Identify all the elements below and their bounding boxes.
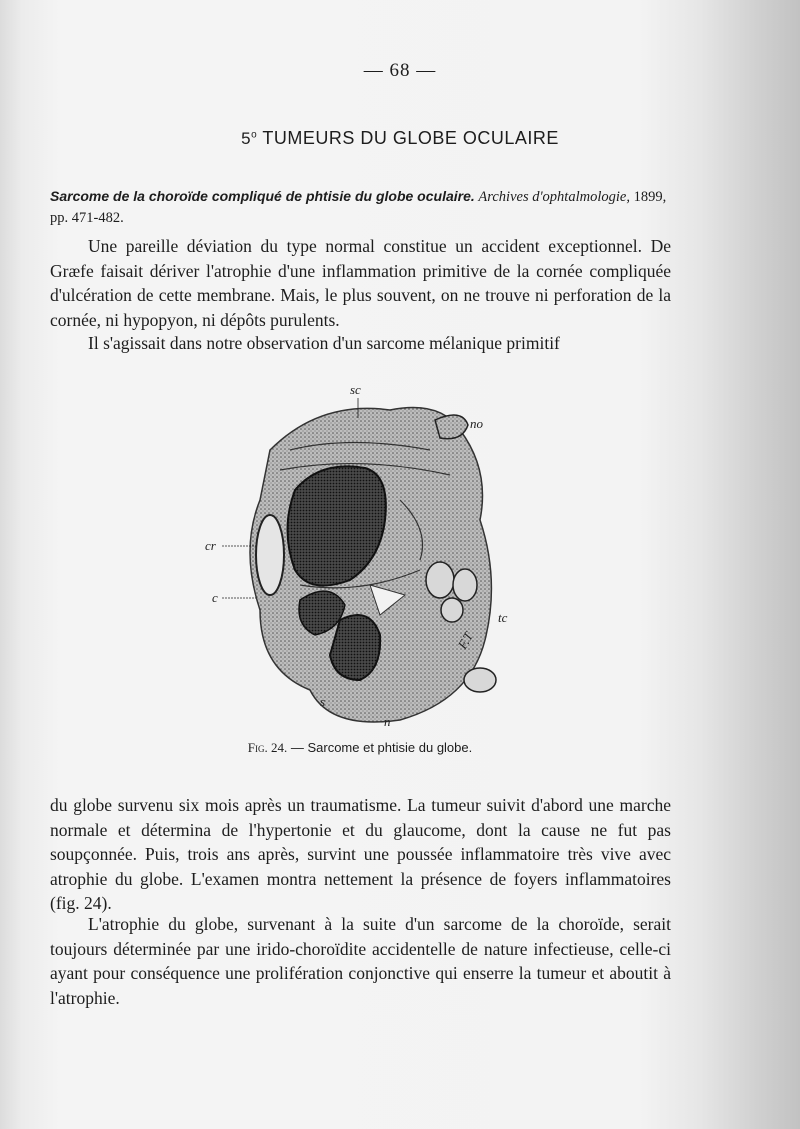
section-numeral: 5$^o$ [241, 129, 258, 148]
label-s: s [320, 694, 326, 709]
outer-tissue [250, 408, 491, 723]
reference-journal: Archives d'ophtalmologie, [478, 189, 630, 205]
figure-caption-label: Fig. 24. [247, 740, 288, 755]
label-sc: sc [350, 382, 361, 397]
label-tc: tc [498, 610, 508, 625]
histology-figure [200, 380, 520, 740]
paragraph-4: L'atrophie du globe, survenant à la suite d'un sarcome de la choroïde, serait toujours déterminée par une irido-choroïdite accidentelle de nature infectieuse, celle-ci ayant pour conséquence une prolifération conjonctive qui enserre la tumeur et aboutit à l'atrophie. [50, 914, 671, 1008]
figure-illustration [200, 380, 520, 740]
paragraph-2: Il s'agissait dans notre observation d'un sarcome mélanique primitif [88, 333, 560, 353]
section-title-text: TUMEURS DU GLOBE OCULAIRE [262, 128, 559, 148]
cornea-remnant [256, 515, 284, 595]
page-number: — 68 — [363, 60, 437, 81]
reference-details: 1899, pp. 471-482. [50, 189, 667, 226]
figure-caption [0, 740, 720, 756]
label-c: c [212, 590, 218, 605]
bibliographic-reference [50, 186, 670, 229]
section-title [0, 128, 800, 149]
label-no: no [470, 416, 483, 431]
label-ft: F.T [454, 629, 476, 652]
paragraph-1: Une pareille déviation du type normal constitue un accident exceptionnel. De Græfe faisait dériver l'atrophie d'une inflammation primitive de la cornée compliquée d'ulcération de cette membrane. Mais, le plus souvent, on ne trouve ni perforation de la cornée, ni hypopyon, ni dépôts purulents. [50, 236, 671, 330]
label-n: n [384, 714, 391, 729]
label-cr: cr [205, 538, 216, 553]
paragraph-3: du globe survenu six mois après un traumatisme. La tumeur suivit d'abord une marche normale et détermina de l'hypertonie et du glaucome, dont la cause ne fut pas soupçonnée. Puis, trois ans après, survint une poussée inflammatoire très vive avec atrophie du globe. L'examen montra nettement la présence de foyers inflammatoires (fig. 24). [50, 795, 671, 914]
reference-title: Sarcome de la choroïde compliqué de phtisie du globe oculaire. [50, 188, 475, 204]
figure-caption-text: — Sarcome et phtisie du globe. [290, 740, 473, 755]
